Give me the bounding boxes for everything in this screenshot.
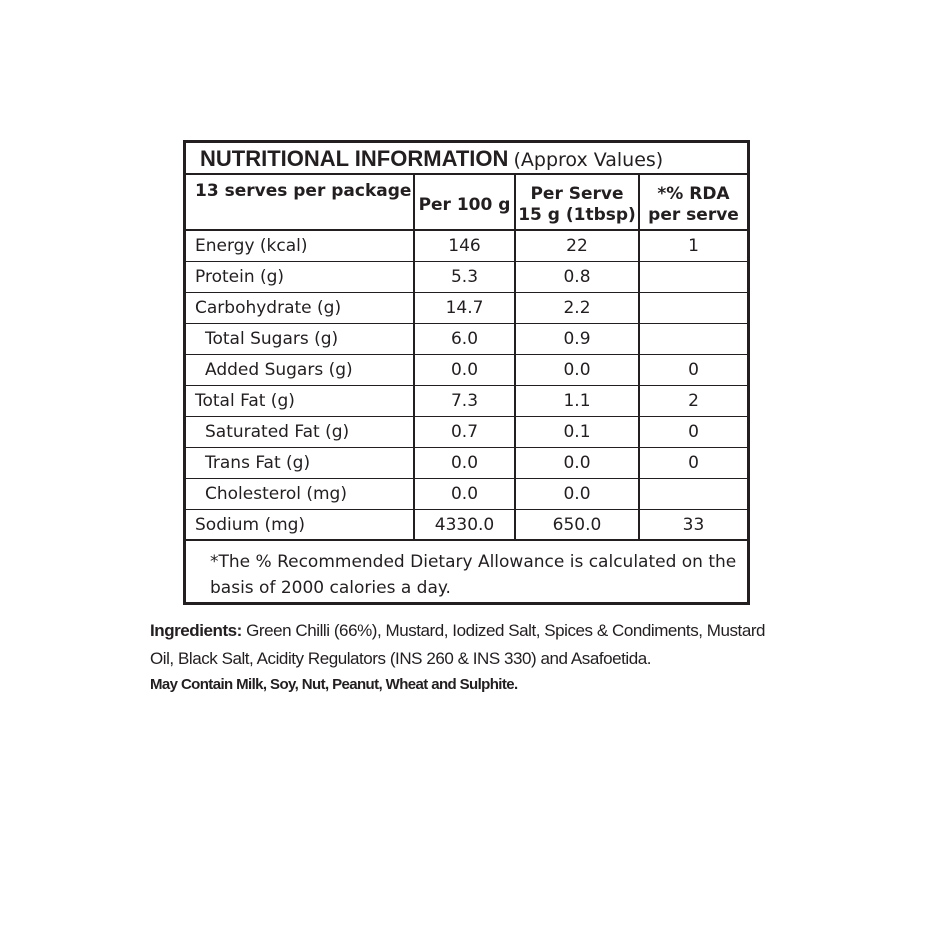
- value-per-100g: 4330.0: [415, 510, 516, 539]
- table-row: [186, 324, 747, 355]
- table-row: [186, 479, 747, 510]
- table-row: [186, 510, 747, 541]
- value-per-serve: 1.1: [516, 386, 640, 416]
- table-row: [186, 262, 747, 293]
- table-row: [186, 355, 747, 386]
- nutrient-name: Added Sugars (g): [186, 355, 415, 385]
- table-row: [186, 293, 747, 324]
- value-per-100g: 5.3: [415, 262, 516, 292]
- value-rda: 2: [688, 391, 699, 411]
- value-per-serve: 0.9: [516, 324, 640, 354]
- value-rda: 0: [688, 422, 699, 442]
- value-rda: [640, 262, 747, 292]
- nutrient-name: Carbohydrate (g): [186, 293, 415, 323]
- ingredients-text: [150, 617, 790, 673]
- value-per-serve: 2.2: [516, 293, 640, 323]
- ingredients-list: Green Chilli (66%), Mustard, Iodized Salt, Spices & Condiments, Mustard Oil, Black Salt, Acidity Regulators (INS 260 & INS 330) and Asafoetida.: [150, 621, 766, 668]
- nutrient-name: Saturated Fat (g): [186, 417, 415, 447]
- ingredients-label: Ingredients:: [150, 621, 242, 640]
- header-rda-line1: *% RDA: [657, 184, 730, 204]
- value-per-100g: 14.7: [415, 293, 516, 323]
- table-row: [186, 386, 747, 417]
- nutrient-name: Protein (g): [186, 262, 415, 292]
- table-row: [186, 448, 747, 479]
- nutrient-name: Total Sugars (g): [186, 324, 415, 354]
- value-rda: [640, 293, 747, 323]
- header-per-100g-label: Per 100 g: [418, 194, 511, 215]
- nutrition-grid: [186, 175, 747, 541]
- value-rda: 33: [682, 514, 705, 535]
- nutrition-table: [183, 140, 750, 605]
- value-per-100g: 0.0: [415, 355, 516, 385]
- header-per-serve-line2: 15 g (1tbsp): [518, 205, 636, 225]
- header-per-serve: [516, 175, 640, 229]
- header-per-100g: [415, 175, 516, 229]
- value-rda: 0: [688, 453, 699, 473]
- value-per-serve: 22: [516, 231, 640, 261]
- value-per-serve: 650.0: [516, 510, 640, 539]
- table-title-main: NUTRITIONAL INFORMATION: [200, 146, 509, 171]
- value-per-serve: 0.0: [516, 448, 640, 478]
- value-rda: [640, 479, 747, 509]
- value-per-serve: 0.0: [516, 479, 640, 509]
- nutrient-name: Sodium (mg): [186, 510, 415, 539]
- header-rda-line2: per serve: [648, 205, 739, 225]
- value-per-100g: 7.3: [415, 386, 516, 416]
- value-rda: [640, 324, 747, 354]
- rda-footnote: *The % Recommended Dietary Allowance is calculated on the basis of 2000 calories a day.: [210, 552, 737, 598]
- header-serves: 13 serves per package: [186, 175, 415, 229]
- header-rda: [640, 175, 747, 229]
- table-title-sub: (Approx Values): [513, 149, 664, 171]
- nutrient-name: Energy (kcal): [186, 231, 415, 261]
- value-rda: 1: [688, 236, 699, 256]
- table-title: [186, 143, 747, 175]
- value-rda: 0: [688, 360, 699, 380]
- value-per-100g: 6.0: [415, 324, 516, 354]
- nutrient-name: Total Fat (g): [186, 386, 415, 416]
- value-per-serve: 0.1: [516, 417, 640, 447]
- value-per-100g: 0.0: [415, 479, 516, 509]
- table-header-row: [186, 175, 747, 231]
- value-per-serve: 0.8: [516, 262, 640, 292]
- nutrient-name: Cholesterol (mg): [186, 479, 415, 509]
- nutrient-name: Trans Fat (g): [186, 448, 415, 478]
- value-per-100g: 0.7: [415, 417, 516, 447]
- header-per-serve-line1: Per Serve: [530, 184, 624, 204]
- value-per-100g: 0.0: [415, 448, 516, 478]
- allergen-warning: May Contain Milk, Soy, Nut, Peanut, Wheat and Sulphite.: [150, 676, 518, 693]
- table-row: [186, 231, 747, 262]
- table-row: [186, 417, 747, 448]
- value-per-serve: 0.0: [516, 355, 640, 385]
- value-per-100g: 146: [415, 231, 516, 261]
